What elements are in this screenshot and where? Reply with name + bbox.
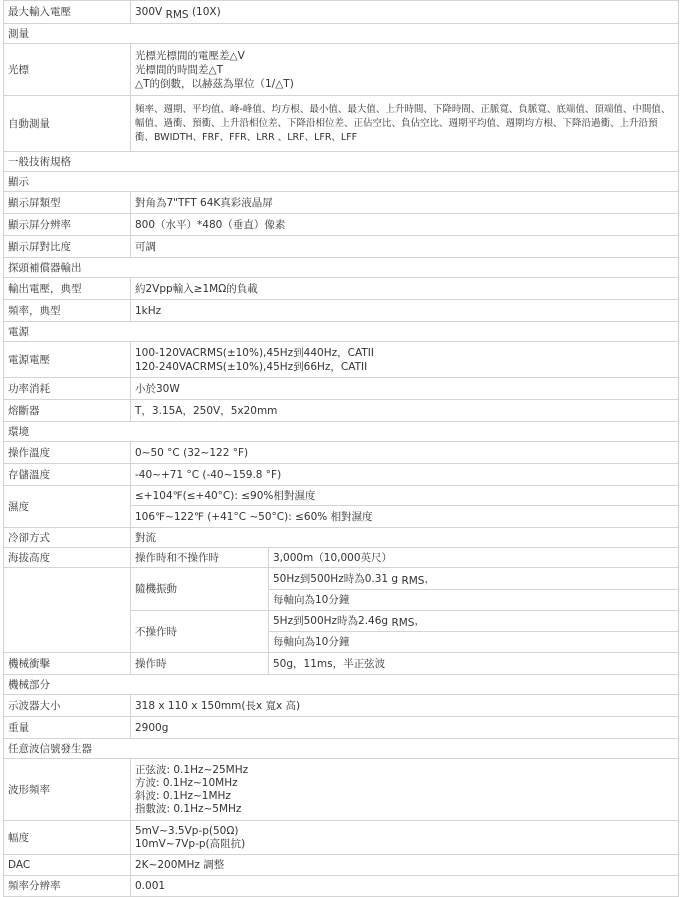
max-input-unit: RMS (165, 9, 189, 21)
spec-table (3, 0, 679, 897)
shock-condition: 操作時 (131, 653, 269, 675)
cursor-value (131, 44, 679, 96)
waveform-freq-line: 方波: 0.1Hz~10MHz (135, 776, 238, 789)
power-consumption-value: 小於30W (131, 378, 679, 400)
row-auto-measure (4, 96, 679, 152)
non-operating-comma: ， (414, 615, 425, 627)
weight-value: 2900g (131, 717, 679, 739)
non-operating-duration: 每軸向為10分鐘 (269, 632, 679, 653)
section-power-title: 電源 (4, 322, 679, 342)
non-operating-unit: RMS (391, 617, 415, 629)
freq-res-label: 頻率分辨率 (4, 876, 131, 897)
op-temp-value: 0~50 °C (32~122 °F) (131, 442, 679, 464)
section-general-title: 一般技術規格 (4, 152, 679, 172)
humidity-line: ≤+104℉(≤+40°C): ≤90%相對濕度 (131, 486, 679, 506)
waveform-freq-line: 斜波: 0.1Hz~1MHz (135, 789, 231, 802)
display-contrast-value: 可調 (131, 236, 679, 258)
max-input-note: (10X) (191, 6, 221, 18)
section-probe-title: 探頭補償器輸出 (4, 258, 679, 278)
row-humidity-1 (4, 486, 679, 506)
section-power (4, 322, 679, 342)
random-vibration-unit: RMS (401, 574, 425, 587)
row-max-input (4, 1, 679, 24)
row-out-voltage (4, 278, 679, 300)
random-vibration-label: 隨機振動 (131, 568, 269, 611)
row-altitude (4, 548, 679, 568)
section-probe (4, 258, 679, 278)
out-voltage-label: 輸出電壓，典型 (4, 278, 131, 300)
storage-temp-label: 存儲溫度 (4, 464, 131, 486)
amplitude-line: 5mV~3.5Vp-p(50Ω) (135, 824, 239, 837)
op-temp-label: 操作溫度 (4, 442, 131, 464)
section-mech-title: 機械部分 (4, 675, 679, 695)
amplitude-label: 幅度 (4, 821, 131, 855)
altitude-label: 海拔高度 (4, 548, 131, 568)
auto-measure-label: 自動測量 (4, 96, 131, 152)
out-voltage-value: 約2Vpp輸入≥1MΩ的負載 (131, 278, 679, 300)
freq-res-value: 0.001 (131, 876, 679, 897)
power-voltage-label: 電源電壓 (4, 342, 131, 378)
power-voltage-value (131, 342, 679, 378)
section-measure-title: 測量 (4, 24, 679, 44)
section-env-title: 環境 (4, 422, 679, 442)
row-freq-typical (4, 300, 679, 322)
size-value: 318 x 110 x 150mm(長x 寬x 高) (131, 695, 679, 717)
row-storage-temp (4, 464, 679, 486)
auto-measure-value: 頻率、週期、平均值、峰-峰值、均方根、最小值、最大值、上升時間、下降時間、正脈寬、負脈寬、底端值、頂端值、中間值、幅值、過衝、預衝、上升沿相位差、下降沿相位差、正佔空比、負佔空比、週期平均值、週期均方根、下降沿過衝、上升沿預衝、BWIDTH、FRF、FFR、LRR 、LRF、LFR、LFF (131, 96, 679, 152)
display-type-value: 對角為7"TFT 64K真彩液晶屏 (131, 192, 679, 214)
row-power-voltage (4, 342, 679, 378)
section-awg-title: 任意波信號發生器 (4, 739, 679, 759)
row-shock (4, 653, 679, 675)
row-display-res (4, 214, 679, 236)
section-mech (4, 675, 679, 695)
waveform-freq-line: 正弦波: 0.1Hz~25MHz (135, 763, 249, 776)
non-operating-value (269, 611, 679, 632)
dac-value: 2K~200MHz 調整 (131, 855, 679, 876)
display-type-label: 顯示屏類型 (4, 192, 131, 214)
row-random-vib-1 (4, 568, 679, 590)
max-input-voltage: 300V (135, 6, 163, 18)
display-contrast-label: 顯示屏對比度 (4, 236, 131, 258)
section-env (4, 422, 679, 442)
altitude-value: 3,000m（10,000英尺） (269, 548, 679, 568)
non-operating-label: 不操作時 (131, 611, 269, 653)
row-weight (4, 717, 679, 739)
row-op-temp (4, 442, 679, 464)
freq-typical-value: 1kHz (131, 300, 679, 322)
section-measure (4, 24, 679, 44)
shock-label: 機械衝擊 (4, 653, 131, 675)
section-display (4, 172, 679, 192)
display-res-value: 800（水平）*480（垂直）像素 (131, 214, 679, 236)
power-consumption-label: 功率消耗 (4, 378, 131, 400)
section-general (4, 152, 679, 172)
power-voltage-line: 100-120VACRMS(±10%),45Hz到440Hz，CATII (135, 346, 374, 359)
row-cursor (4, 44, 679, 96)
row-power-consumption (4, 378, 679, 400)
row-display-contrast (4, 236, 679, 258)
cursor-label: 光標 (4, 44, 131, 96)
random-vibration-duration: 每軸向為10分鐘 (269, 590, 679, 611)
display-res-label: 顯示屏分辨率 (4, 214, 131, 236)
row-dac (4, 855, 679, 876)
humidity-line: 106℉~122℉ (+41°C ~50°C): ≤60% 相對濕度 (131, 506, 679, 528)
cooling-label: 冷卻方式 (4, 528, 131, 548)
dac-label: DAC (4, 855, 131, 876)
row-cooling (4, 528, 679, 548)
fuse-value: T，3.15A，250V，5x20mm (131, 400, 679, 422)
weight-label: 重量 (4, 717, 131, 739)
freq-typical-label: 頻率，典型 (4, 300, 131, 322)
row-waveform-freq (4, 759, 679, 821)
cursor-line: 光標間的時間差△T (135, 63, 223, 76)
vibration-empty-cell (4, 568, 131, 653)
row-fuse (4, 400, 679, 422)
max-input-label: 最大輸入電壓 (4, 1, 131, 24)
amplitude-line: 10mV~7Vp-p(高阻抗) (135, 837, 246, 850)
random-vibration-spec: 50Hz到500Hz時為0.31 g (273, 572, 399, 585)
altitude-condition: 操作時和不操作時 (131, 548, 269, 568)
cooling-value: 對流 (131, 528, 679, 548)
shock-value: 50g，11ms，半正弦波 (269, 653, 679, 675)
section-awg (4, 739, 679, 759)
non-operating-spec: 5Hz到500Hz時為2.46g (273, 615, 389, 627)
random-vibration-value (269, 568, 679, 590)
amplitude-value (131, 821, 679, 855)
row-amplitude (4, 821, 679, 855)
max-input-value (131, 1, 679, 24)
fuse-label: 熔斷器 (4, 400, 131, 422)
row-size (4, 695, 679, 717)
cursor-line: 光標光標間的電壓差△V (135, 49, 245, 62)
power-voltage-line: 120-240VACRMS(±10%),45Hz到66Hz，CATII (135, 360, 368, 373)
waveform-freq-value (131, 759, 679, 821)
humidity-label: 濕度 (4, 486, 131, 528)
cursor-line: △T的倒數，以赫茲為單位（1/△T) (135, 77, 294, 90)
waveform-freq-line: 指數波: 0.1Hz~5MHz (135, 802, 242, 815)
random-vibration-comma: ， (424, 572, 435, 585)
storage-temp-value: -40~+71 °C (-40~159.8 °F) (131, 464, 679, 486)
row-freq-res (4, 876, 679, 897)
size-label: 示波器大小 (4, 695, 131, 717)
section-display-title: 顯示 (4, 172, 679, 192)
waveform-freq-label: 波形頻率 (4, 759, 131, 821)
row-display-type (4, 192, 679, 214)
